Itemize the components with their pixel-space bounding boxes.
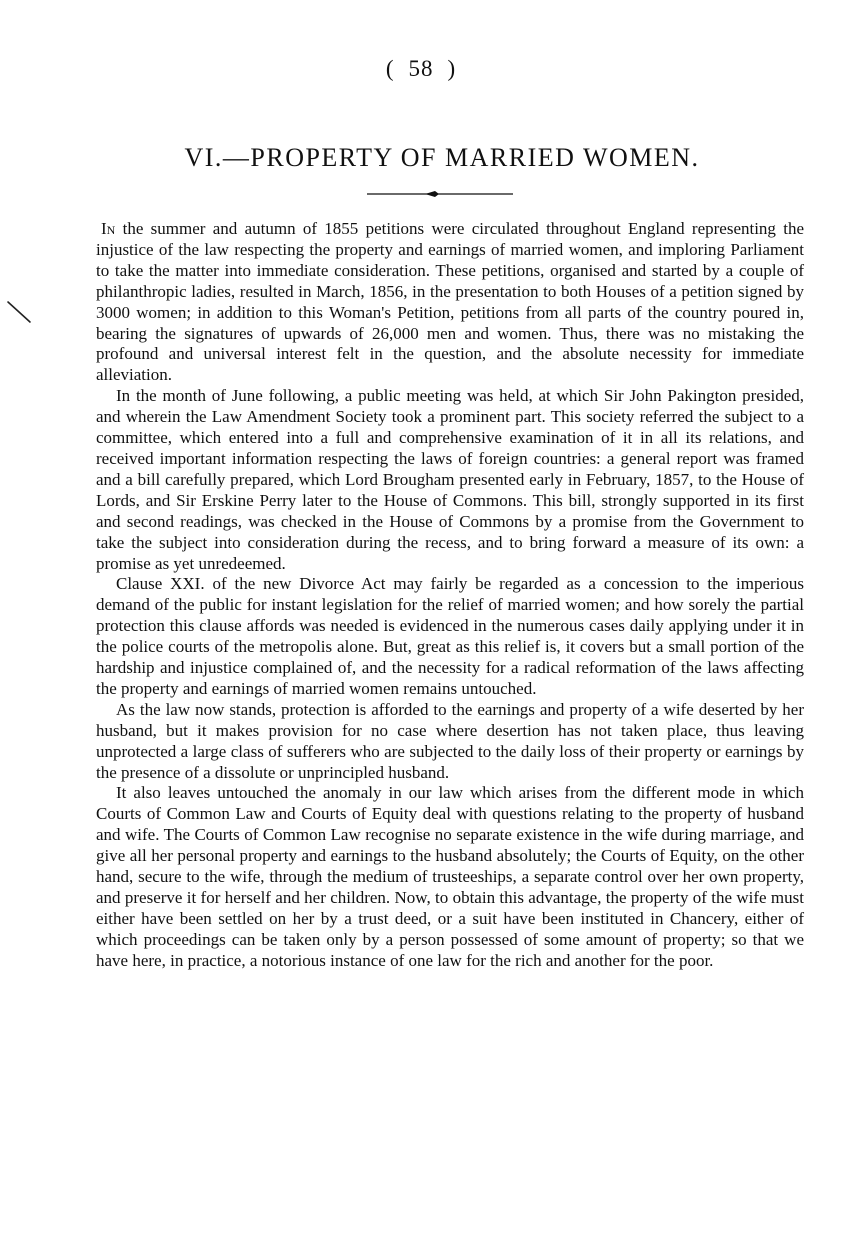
paragraph-text: the summer and autumn of 1855 petitions were circulated throughout England representing the injustice of the law respecting the property and earnings of married women, and imploring Parliament to take the matter into immediate consideration. These petitions, organised and started by a couple of philanthropic ladies, resulted in March, 1856, in the presentation to both Houses of a petition signed by 3000 women; in addition to this Woman's Petition, petitions from all parts of the country poured in, bearing the signatures of upwards of 26,000 men and women. Thus, there was no mistaking the profound and universal interest felt in the question, and the absolute necessity for immediate alleviation.	[96, 219, 804, 385]
paragraph-5: It also leaves untouched the anomaly in our law which arises from the different mode in which Courts of Common Law and Courts of Equity deal with questions relating to the property of husband and wife. The Courts of Common Law recognise no separate existence in the wife during marriage, and give all her personal property and earnings to the husband absolutely; the Courts of Equity, on the other hand, secure to the wife, through the medium of trusteeships, a separate control over her own property, and preserve it for herself and her children. Now, to obtain this advantage, the property of the wife must either have been settled on her by a trust deed, or a suit have been instituted in Chancery, either of which proceedings can be taken only by a person possessed of some amount of property; so that we have here, in practice, a notorious instance of one law for the rich and another for the poor.	[96, 783, 804, 970]
paragraph-3: Clause XXI. of the new Divorce Act may fairly be regarded as a concession to the imperious demand of the public for instant legislation for the relief of married women; and how sorely the partial protection this clause affords was needed is evidenced in the numerous cases daily applying under it in the police courts of the metropolis alone. But, great as this relief is, it covers but a small portion of the hardship and injustice complained of, and the necessity for a radical reformation of the laws affecting the property and earnings of married women remains untouched.	[96, 574, 804, 698]
chapter-title: VI.—PROPERTY OF MARRIED WOMEN.	[184, 143, 700, 172]
margin-pencil-mark	[6, 300, 34, 326]
ornamental-rule	[367, 188, 513, 200]
page-number-value: 58	[408, 56, 434, 81]
paragraph-1	[96, 219, 804, 386]
paragraph-2: In the month of June following, a public meeting was held, at which Sir John Pakington presided, and wherein the Law Amendment Society took a prominent part. This society referred the subject to a committee, which entered into a full and comprehensive examination of it in all its relations, and received important information respecting the laws of foreign countries: a general report was framed and a bill carefully prepared, which Lord Brougham presented early in February, 1857, to the House of Lords, and Sir Erskine Perry later to the House of Commons. This bill, strongly supported in its first and second readings, was checked in the House of Commons by a promise from the Government to take the subject into consideration during the recess, and to bring forward a measure of its own: a promise as yet unredeemed.	[96, 386, 804, 573]
article-body	[96, 219, 804, 972]
page-number-open-paren: (	[385, 56, 395, 81]
paragraph-4: As the law now stands, protection is afforded to the earnings and property of a wife deserted by her husband, but it makes provision for no case where desertion has not taken place, thus leaving unprotected a large class of sufferers who are subjected to the daily loss of their property or earnings by the presence of a dissolute or unprincipled husband.	[96, 699, 804, 782]
page-number-close-paren: )	[447, 56, 457, 81]
rule-diamond-icon	[425, 191, 439, 197]
page-number	[0, 56, 842, 82]
paragraph-lead-word: In	[101, 219, 116, 238]
